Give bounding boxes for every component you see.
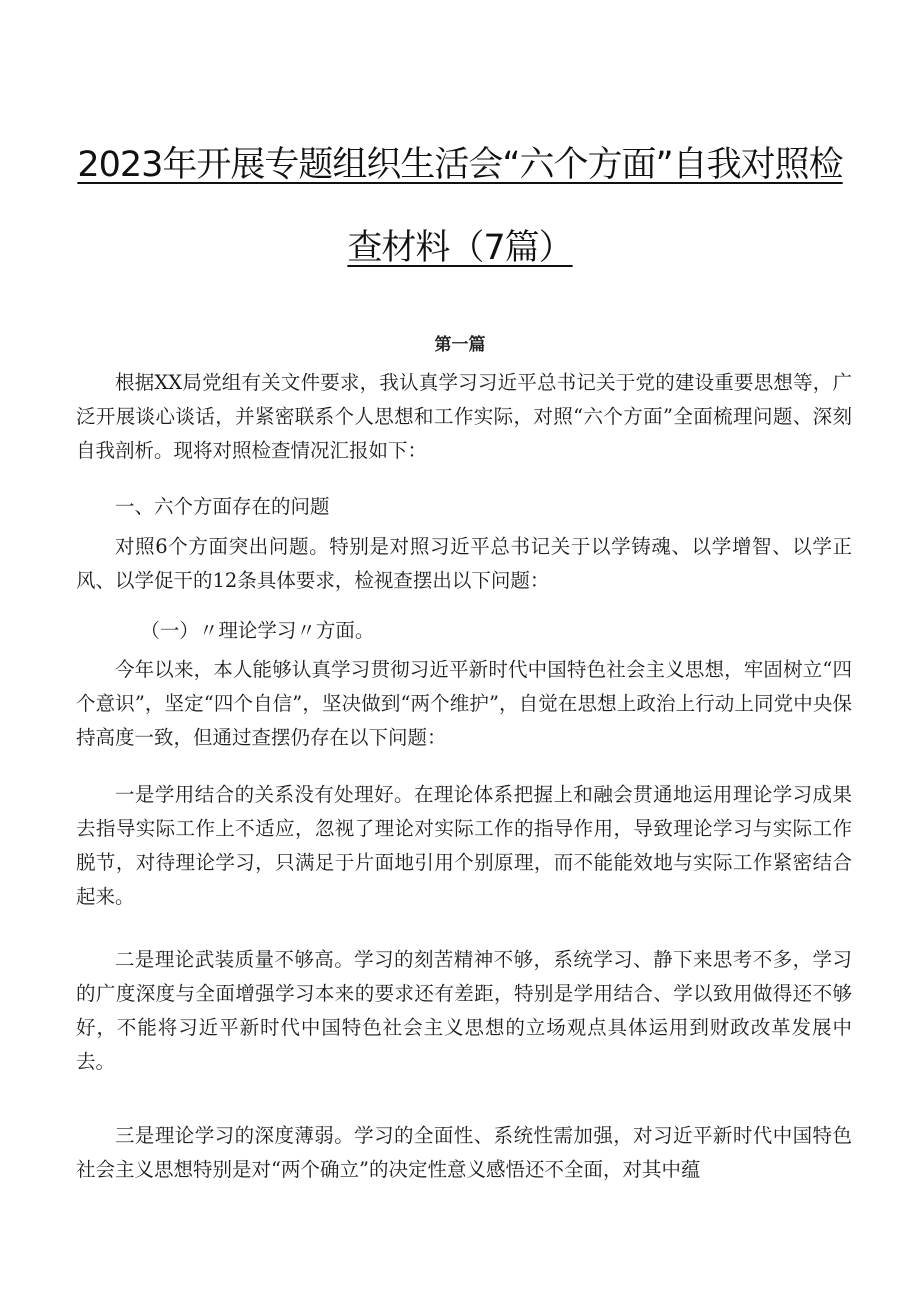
document-title-line-2 — [0, 220, 920, 270]
paragraph-issue-2: 二是理论武装质量不够高。学习的刻苦精神不够，系统学习、静下来思考不多，学习的广度深度与全面增强学习本来的要求还有差距，特别是学用结合、学以致用做得还不够好，不能将习近平新时代中国特色社会主义思想的立场观点具体运用到财政改革发展中去。 — [76, 948, 852, 1073]
paragraph-overview: 对照6个方面突出问题。特别是对照习近平总书记关于以学铸魂、以学增智、以学正风、以学促干的12条具体要求，检视查摆出以下问题： — [76, 535, 852, 592]
paragraph-issue-1: 一是学用结合的关系没有处理好。在理论体系把握上和融会贯通地运用理论学习成果去指导实际工作上不适应，忽视了理论对实际工作的指导作用，导致理论学习与实际工作脱节，对待理论学习，只满足于片面地引用个别原理，而不能能效地与实际工作紧密结合起来。 — [76, 783, 852, 908]
paragraph-heading-problems: 一、六个方面存在的问题 — [115, 495, 330, 518]
document-title-line-1 — [0, 137, 920, 187]
paragraph-issue-3: 三是理论学习的深度薄弱。学习的全面性、系统性需加强，对习近平新时代中国特色社会主义思想特别是对“两个确立”的决定性意义感悟还不全面，对其中蕴 — [76, 1124, 852, 1181]
title-text-1: 2023年开展专题组织生活会“六个方面”自我对照检 — [77, 145, 843, 185]
title-text-2: 查材料（7篇） — [347, 228, 573, 268]
paragraph-intro: 根据XX局党组有关文件要求，我认真学习习近平总书记关于党的建设重要思想等，广泛开展谈心谈话，并紧密联系个人思想和工作实际，对照“六个方面”全面梳理问题、深刻自我剖析。现将对照检查情况汇报如下： — [76, 371, 852, 462]
section-heading: 第一篇 — [434, 335, 486, 355]
paragraph-self-assessment: 今年以来，本人能够认真学习贯彻习近平新时代中国特色社会主义思想，牢固树立“四个意识”，坚定“四个自信”，坚决做到“两个维护”，自觉在思想上政治上行动上同党中央保持高度一致，但通过查摆仍存在以下问题： — [76, 658, 852, 749]
paragraph-subheading-theory: （一）〃理论学习〃方面。 — [140, 619, 375, 642]
